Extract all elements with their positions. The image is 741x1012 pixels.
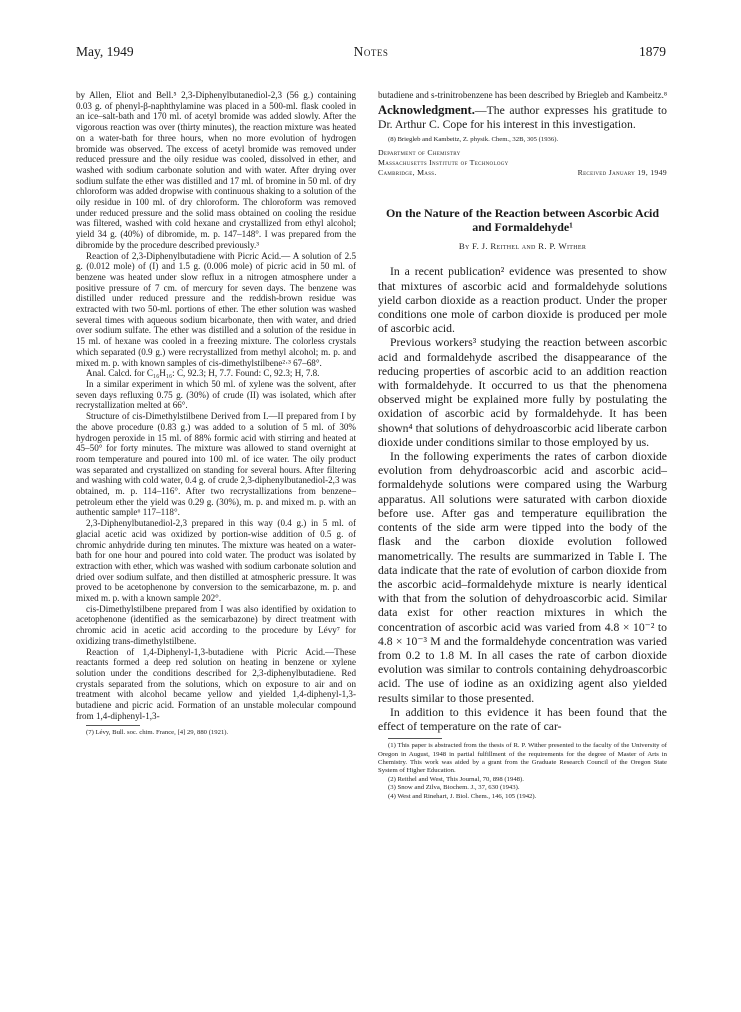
footnote: (3) Snow and Zilva, Biochem. J., 37, 630 (1943).	[388, 784, 520, 792]
article-byline: By F. J. Reithel and R. P. Wither	[458, 240, 587, 251]
left-paragraph: Structure of cis-Dimethylstilbene Derived from I.—II prepared from I by the above procedure (0.83 g.) was added to a solution of 5 ml. of 30% hydrogen peroxide in 15 ml. of 88% formic acid with stirring and heated at 45–50° for forty minutes. The mixture was allowed to stand overnight at room temperature and poured into 100 ml. of ice water. The oily product was separated and crystallized on standing for several hours. After filtering and washing with cold water, 0.4 g. of crude 2,3-diphenylbutanediol-2,3 was obtained, m. p. 114–116°. After two recrystallizations from benzene–petroleum ether the yield was 0.29 g. (30%), m. p. and mixed m. p. with an authentic sample⁶ 117–118°.	[76, 411, 356, 518]
body-paragraph: In a recent publication² evidence was presented to show that mixtures of ascorbic acid and formaldehyde solutions yield carbon dioxide as a reaction product. Under the proper conditions one mole of carbon dioxide is produced per mole of ascorbic acid.	[378, 265, 667, 336]
right-column	[378, 90, 667, 801]
footnote-divider	[388, 738, 442, 739]
address-row	[378, 168, 667, 178]
header-page-number: 1879	[639, 44, 666, 59]
header-section: Notes	[353, 44, 389, 59]
acknowledgment-text: —The author expresses his gratitude to Dr. Arthur C. Cope for his interest in this investigation.	[378, 103, 667, 131]
footnote: (7) Lévy, Bull. soc. chim. France, [4] 29, 880 (1921).	[86, 729, 229, 737]
left-paragraph: Reaction of 1,4-Diphenyl-1,3-butadiene with Picric Acid.—These reactants formed a deep red solution on heating in benzene or xylene solution under the conditions described for 2,3-diphenylbutadiene. Red crystals separated from the solutions, which on exposure to air and on treatment with alcohol became yellow and yielded 1,4-diphenyl-1,3-butadiene and picric acid. Formation of an unstable molecular compound from 1,4-diphenyl-1,3-	[76, 646, 356, 721]
body-paragraph: In addition to this evidence it has been found that the effect of temperature on the rate of car-	[378, 705, 667, 733]
left-paragraph: Reaction of 2,3-Diphenylbutadiene with Picric Acid.— A solution of 2.5 g. (0.012 mole) of (I) and 1.5 g. (0.006 mole) of picric acid in 50 ml. of benzene was heated under slow reflux in a nitrogen atmosphere under a positive pressure of 7 cm. of mercury for seven days. The benzene was distilled under reduced pressure and the reddish-brown residue was extracted with two 50-ml. portions of ether. The ether solution was washed several times with aqueous sodium bicarbonate, then with water, and dried over sodium sulfate. The ether was distilled and a solution of the residue in 15 ml. of hexane was cooled in a freezing mixture. The colorless crystals which separated (0.9 g.) were recrystallized from methyl alcohol; m. p. and mixed m. p. with known samples of cis-dimethylstilbene²·³ 67–68°.	[76, 250, 356, 368]
address-institute: Massachusetts Institute of Technology	[378, 157, 509, 167]
page-header	[76, 44, 666, 62]
body-paragraph: Previous workers³ studying the reaction between ascorbic acid and formaldehyde ascribed the disappearance of the reducing properties of ascorbic acid to an addition reaction with formaldehyde. It occurred to us that the phenomena observed might be explained more fully by postulating the oxidation of ascorbic acid by formaldehyde. It has been shown⁴ that solutions of dehydroascorbic acid liberate carbon dioxide under conditions similar to those employed by us.	[378, 336, 667, 449]
acknowledgment-heading: Acknowledgment.	[378, 102, 475, 117]
address-city: Cambridge, Mass.	[378, 167, 437, 177]
footnote-divider	[86, 725, 140, 726]
article-body	[378, 265, 667, 734]
left-paragraph: Anal. Calcd. for C₁₆H₁₆: C, 92.3; H, 7.7. Found: C, 92.3; H, 7.8.	[86, 368, 320, 379]
header-date: May, 1949	[76, 44, 134, 59]
footnote: (1) This paper is abstracted from the thesis of R. P. Wither presented to the faculty of the University of Oregon in August, 1948 in partial fulfillment of the requirements for the degree of Master of Arts in Chemistry. This work was aided by a grant from the Graduate Research Council of the Oregon State System of Higher Education.	[378, 742, 667, 775]
body-paragraph: In the following experiments the rates of carbon dioxide evolution from dehydroascorbic acid and ascorbic acid–formaldehyde solutions were compared using the Warburg apparatus. All solutions were saturated with carbon dioxide before use. After gas and temperature equilibration the contents of the side arm were tipped into the body of the flask and the carbon dioxide evolution followed manometrically. The results are summarized in Table I. The data indicate that the rate of evolution of carbon dioxide from the ascorbic acid–formaldehyde mixture is nearly identical with that from the solution of dehydroascorbic acid. Similar data exist for other reaction mixtures in which the concentration of ascorbic acid was varied from 4.8 × 10⁻² to 4.8 × 10⁻³ M and the formaldehyde concentration was varied from 0.2 to 1.8 M. In all cases the rate of carbon dioxide evolution was similar to controls containing dehydroascorbic acid. The use of iodine as an oxidizing agent also yielded results similar to those presented.	[378, 450, 667, 705]
left-paragraph: by Allen, Eliot and Bell.⁵ 2,3-Diphenylbutanediol-2,3 (56 g.) containing 0.03 g. of phenyl-β-naphthylamine was placed in a 500-ml. flask cooled in an ice–salt-bath and 170 ml. of acetyl bromide was added slowly. After the vigorous reaction was over (thirty minutes), the reaction mixture was heated on a water-bath for three hours, when no more evolution of hydrogen bromide was observed. The excess of acetyl bromide was removed under reduced pressure and the oily residue was cooled, dissolved in ether, and washed with sodium carbonate solution and with water. After drying over sodium sulfate the ether was distilled and 17 ml. of bromine in 50 ml. of dry chloroform was added dropwise with continuous shaking to a solution of the oily residue in 100 ml. of dry chloroform. The chloroform was removed under reduced pressure and the solid mass obtained on cooling the residue was filtered, washed with cold hexane and crystallized from ethyl alcohol; yield 34 g. (40%) of dibromide, m. p. 147–148°. I was prepared from the dibromide by the procedure described previously.³	[76, 90, 356, 250]
footnote: (2) Reithel and West, This Journal, 70, 898 (1948).	[388, 775, 524, 783]
left-paragraph: In a similar experiment in which 50 ml. of xylene was the solvent, after seven days refluxing 0.75 g. (30%) of crude (II) was isolated, which after recrystallization melted at 66°.	[76, 378, 356, 411]
address-department: Department of Chemistry	[378, 147, 461, 157]
received-date: Received January 19, 1949	[577, 167, 667, 177]
acknowledgment	[378, 104, 667, 132]
left-column	[76, 90, 356, 738]
author-address	[378, 148, 667, 178]
right-continuation: butadiene and s-trinitrobenzene has been described by Briegleb and Kambeitz.⁸	[378, 90, 668, 100]
left-paragraph: cis-Dimethylstilbene prepared from I was also identified by oxidation to acetophenone (identified as the semicarbazone) by direct treatment with chromic acid in acetic acid according to the procedure by Lévy⁷ for oxidizing trans-dimethylstilbene.	[76, 603, 356, 646]
left-paragraph: 2,3-Diphenylbutanediol-2,3 prepared in this way (0.4 g.) in 5 ml. of glacial acetic acid was oxidized by portion-wise addition of 0.5 g. of chromic anhydride during ten minutes. The mixture was heated on a water-bath for one hour and poured into cold water. The product was isolated by extraction with ether, which was washed with sodium carbonate solution and dried over sodium sulfate, and then distilled at atmospheric pressure. It was proved to be acetophenone by conversion to the semicarbazone, m. p. and mixed m. p. with a known sample 202°.	[76, 518, 356, 604]
footnote: (8) Briegleb and Kambeitz, Z. physik. Chem., 32B, 305 (1936).	[388, 135, 559, 143]
footnote: (4) West and Rinehart, J. Biol. Chem., 146, 105 (1942).	[388, 792, 537, 800]
article-title: On the Nature of the Reaction between Ascorbic Acid and Formaldehyde¹	[385, 205, 660, 235]
